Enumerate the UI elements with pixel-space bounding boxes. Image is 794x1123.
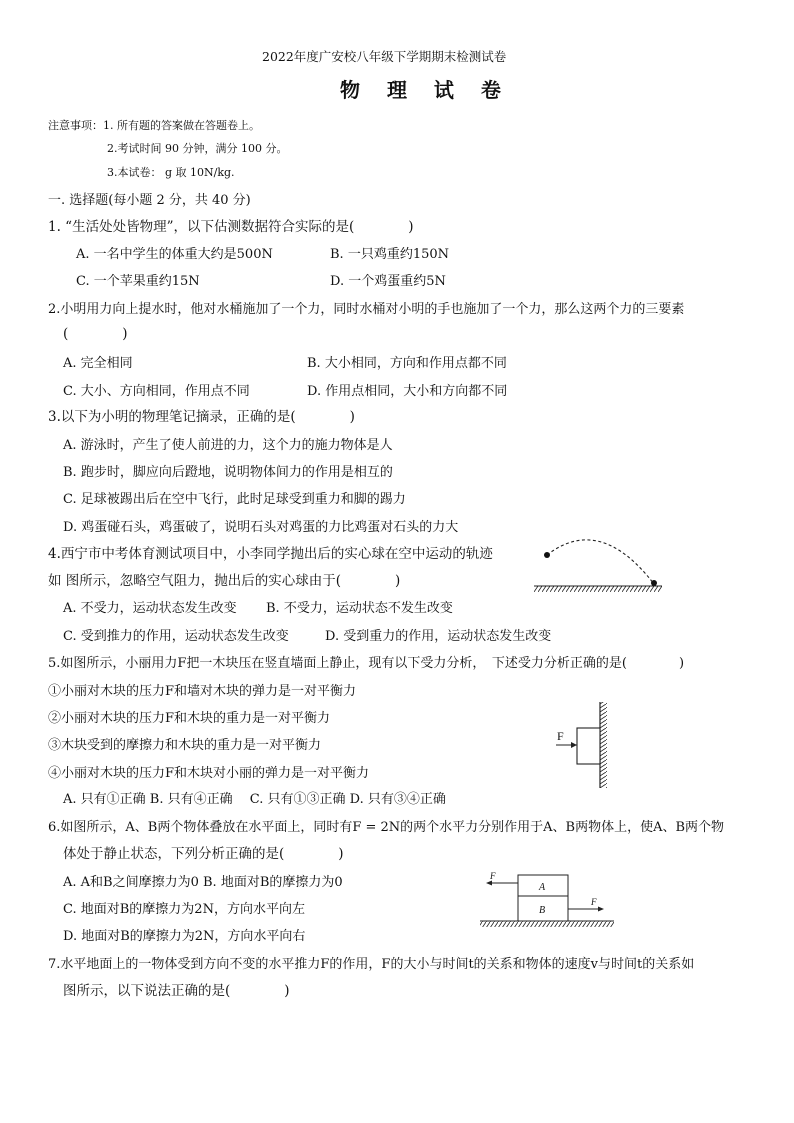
q3-stem: 3.以下为小明的物理笔记摘录，正确的是( ) [48,409,355,425]
q6-stem-line-1: 6.如图所示，A、B两个物体叠放在水平面上，同时有F = 2N的两个水平力分别作用于A、B两物体上，使A、B两个物 [48,820,725,835]
notes-line-1: 注意事项：1. 所有题的答案做在答题卷上。 [48,119,260,132]
q2-option-b: B. 大小相同，方向和作用点都不同 [307,356,507,371]
q5-stem: 5.如图所示，小丽用力F把一木块压在竖直墙面上静止，现有以下受力分析， 下述受力分析正确的是( ) [48,656,685,671]
q4-trajectory-figure [530,532,665,594]
q1-option-d: D. 一个鸡蛋重约5N [330,274,446,289]
force-left-arrow-head [486,881,492,886]
q7-stem-line-1: 7.水平地面上的一物体受到方向不变的水平推力F的作用，F的大小与时间t的关系和物体的速度v与时间t的关系如 [48,957,695,972]
wall-hatch [600,702,607,788]
q4-option-d: D. 受到重力的作用，运动状态发生改变 [325,629,552,644]
q4-option-a: A. 不受力，运动状态发生改变 [63,601,237,616]
notes-line-2: 2.考试时间 90 分钟，满分 100 分。 [107,142,288,155]
q2-stem-line-1: 2.小明用力向上提水时，他对水桶施加了一个力，同时水桶对小明的手也施加了一个力，那么这两个力的三要素 [48,302,685,317]
ball-start [544,552,550,558]
q5-statement-1: ①小丽对木块的压力F和墙对木块的弹力是一对平衡力 [48,684,357,699]
ground-hatch [534,586,662,592]
force-arrow-head [571,742,577,748]
notes-line-3: 3.本试卷： g 取 10N/kg. [107,166,235,179]
q4-option-c: C. 受到推力的作用，运动状态发生改变 [63,629,289,644]
subject-title: 物 理 试 卷 [340,78,511,102]
q5-statement-3: ③木块受到的摩擦力和木块的重力是一对平衡力 [48,738,322,753]
q3-option-d: D. 鸡蛋碰石头，鸡蛋破了，说明石头对鸡蛋的力比鸡蛋对石头的力大 [63,520,459,535]
exam-title: 2022年度广安校八年级下学期期末检测试卷 [262,49,507,64]
ball-end [651,580,657,586]
q6-option-d: D. 地面对B的摩擦力为2N，方向水平向右 [63,929,306,944]
q1-option-a: A. 一名中学生的体重大约是500N [76,247,273,262]
block-b-label: B [539,905,546,916]
ground-hatch [480,921,614,927]
q3-option-b: B. 跑步时，脚应向后蹬地，说明物体间力的作用是相互的 [63,465,393,480]
q5-statement-2: ②小丽对木块的压力F和木块的重力是一对平衡力 [48,711,331,726]
q2-stem-line-2: ( ) [63,326,128,342]
q4-stem-line-1: 4.西宁市中考体育测试项目中，小李同学抛出后的实心球在空中运动的轨迹 [48,546,493,562]
q1-stem: 1. “生活处处皆物理”，以下估测数据符合实际的是( ) [48,219,414,235]
q3-option-c: C. 足球被踢出后在空中飞行，此时足球受到重力和脚的踢力 [63,492,406,507]
force-label-f: F [557,729,564,743]
q5-options: A. 只有①正确 B. 只有④正确 C. 只有①③正确 D. 只有③④正确 [63,792,446,807]
q7-stem-line-2: 图所示，以下说法正确的是( ) [63,983,290,999]
force-right-arrow-head [598,907,604,912]
q6-option-ab: A. A和B之间摩擦力为0 B. 地面对B的摩擦力为0 [63,875,343,890]
section-heading: 一. 选择题(每小题 2 分，共 40 分) [48,193,251,208]
q4-option-b: B. 不受力，运动状态不发生改变 [266,601,453,616]
q2-option-c: C. 大小、方向相同，作用点不同 [63,384,250,399]
q5-statement-4: ④小丽对木块的压力F和木块对小丽的弹力是一对平衡力 [48,766,370,781]
q6-stem-line-2: 体处于静止状态，下列分析正确的是( ) [63,846,344,862]
wood-block [577,728,600,764]
q6-stacked-blocks-figure [474,868,620,932]
force-right-label: F [591,897,597,907]
q2-option-d: D. 作用点相同，大小和方向都不同 [307,384,508,399]
q1-option-c: C. 一个苹果重约15N [76,274,200,289]
force-left-label: F [490,871,496,881]
q6-option-c: C. 地面对B的摩擦力为2N，方向水平向左 [63,902,305,917]
block-a-label: A [539,882,546,893]
q2-option-a: A. 完全相同 [63,356,133,371]
trajectory-path [547,540,654,584]
q5-wall-block-figure [552,700,622,792]
q4-stem-line-2: 如 图所示，忽略空气阻力，抛出后的实心球由于( ) [48,573,401,589]
q1-option-b: B. 一只鸡重约150N [330,247,450,262]
q3-option-a: A. 游泳时，产生了使人前进的力，这个力的施力物体是人 [63,438,393,453]
